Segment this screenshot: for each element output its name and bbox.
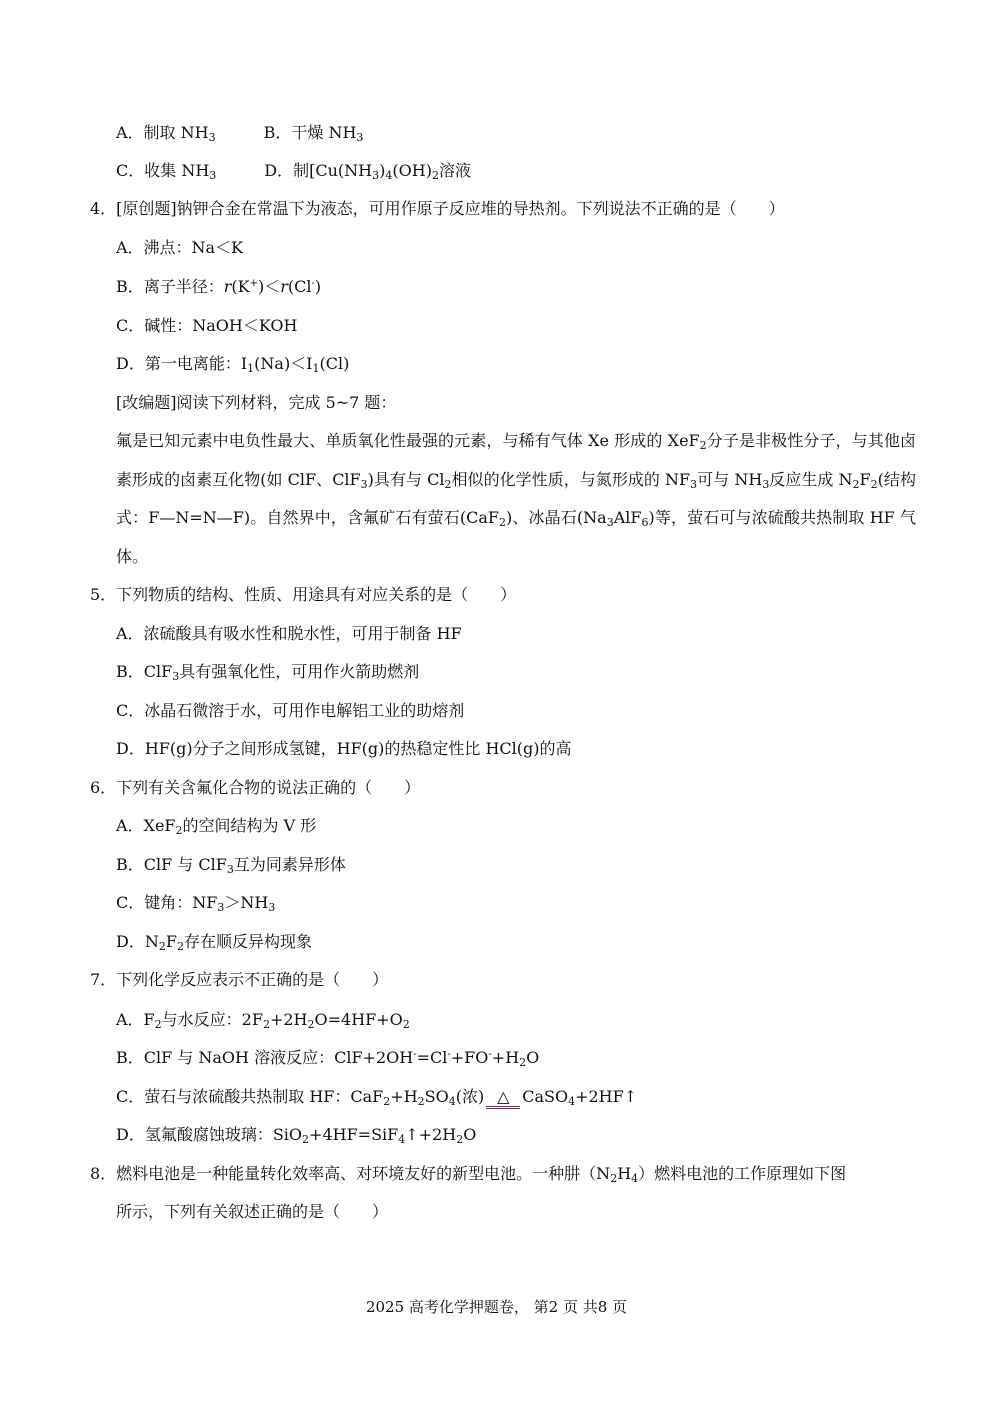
q7-option-d: D．氢氟酸腐蚀玻璃：$SiO_2+4HF=SiF_4↑+2H_2O$ <box>116 1125 477 1146</box>
q4-option-b: B．离子半径：r(K+)＜r(Cl-) <box>116 277 322 296</box>
q6-option-c: C．键角：$NF_3>NH_3$ <box>116 893 276 914</box>
q5-option-c: C．冰晶石微溶于水，可用作电解铝工业的助熔剂 <box>116 701 465 720</box>
q6-option-b: B．ClF 与 ClF$_3$互为同素异形体 <box>116 855 346 876</box>
q7-option-a: A．$F_2$与水反应：$2F_2+2H_2O=4HF+O_2$ <box>116 1010 410 1031</box>
q4-option-c: C．碱性：NaOH＜KOH <box>116 316 298 335</box>
question-8-stem-line1: 8．燃料电池是一种能量转化效率高、对环境友好的新型电池。一种肼$(N_2H_4)$燃料电池的工作原理如下图 <box>90 1164 847 1185</box>
q7-option-b: B．ClF 与 NaOH 溶液反应：$ClF+2OH^-=Cl^-+FO^-+H_2O$ <box>116 1048 540 1069</box>
q5-option-d: D．HF(g)分子之间形成氢键，HF(g)的热稳定性比 HCl(g)的高 <box>116 739 572 758</box>
question-6-stem: 6．下列有关含氟化合物的说法正确的（ ） <box>90 778 421 797</box>
question-4-stem: 4．[原创题]钠钾合金在常温下为液态，可用作原子反应堆的导热剂。下列说法不正确的是（ ） <box>90 199 785 218</box>
question-5-stem: 5．下列物质的结构、性质、用途具有对应关系的是（ ） <box>90 585 517 604</box>
q7-option-c: C．萤石与浓硫酸共热制取 HF：$CaF_2+H_2SO_4$(浓) △ CaSO$_4$+2HF↑ <box>116 1087 638 1108</box>
q5-option-b: B．ClF$_3$具有强氧化性，可用作火箭助燃剂 <box>116 662 420 683</box>
q4-option-a: A．沸点：Na＜K <box>116 238 244 257</box>
q3-option-c-d: C．收集 $NH_3$ D．制[$Cu(NH_3)_4(OH)_2$溶液 <box>116 161 471 182</box>
material-paragraph: 氟是已知元素中电负性最大、单质氧化性最强的元素，与稀有气体 Xe 形成的 XeF$_2$分子是非极性分子，与其他卤素形成的卤素互化物(如 ClF、ClF$_3$)具有与 $Cl_2$相似的化学性质，与氮形成的 $NF_3$可与 $NH_3$反应生成 $N_2F_2$(结构式：F—N=N—F)。自然界中，含氟矿石有萤石(CaF$_2$)、冰晶石$(Na_3AlF_6)$等，萤石可与浓硫酸共热制取 HF 气体。 <box>116 431 916 566</box>
material-intro: [改编题]阅读下列材料，完成 5~7 题： <box>116 393 397 412</box>
q3-option-a-b: A．制取 $NH_3$ B．干燥 $NH_3$ <box>116 123 364 144</box>
q6-option-a: A．XeF$_2$的空间结构为 V 形 <box>116 816 317 837</box>
question-7-stem: 7．下列化学反应表示不正确的是（ ） <box>90 970 389 989</box>
q4-option-d: D．第一电离能：$I_1(Na)<I_1(Cl)$ <box>116 354 350 375</box>
question-8-stem-line2: 所示，下列有关叙述正确的是（ ） <box>116 1202 389 1221</box>
q5-option-a: A．浓硫酸具有吸水性和脱水性，可用于制备 HF <box>116 624 462 643</box>
q6-option-d: D．$N_2F_2$存在顺反异构现象 <box>116 932 312 953</box>
page-footer: 2025 高考化学押题卷， 第2 页 共8 页 <box>365 1298 628 1316</box>
heating-triangle-icon: △ <box>484 1087 522 1107</box>
